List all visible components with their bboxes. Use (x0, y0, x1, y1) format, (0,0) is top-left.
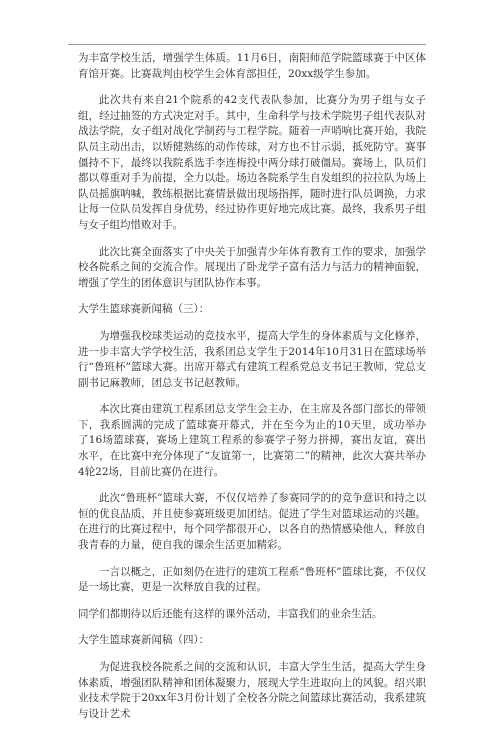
body-paragraph: 此次“鲁班杯”篮球大赛，不仅仅培养了参赛同学的的竞争意识和持之以恒的优良品质，并且使参赛班级更加团结。促进了学生对篮球运动的兴趣。在进行的比赛过程中，每个同学都很开心，以各自的热情感染他人，释放自我青春的力量，使自我的课余生活更加精彩。 (78, 492, 426, 552)
section-heading: 大学生篮球赛新闻稿（四）： (78, 634, 210, 647)
section-heading: 大学生篮球赛新闻稿（三）： (78, 303, 210, 316)
body-paragraph: 此次共有来自21个院系的42支代表队参加，比赛分为男子组与女子组，经过抽签的方式决定对手。其中，生命科学与技术学院男子组代表队对战法学院，女子组对战化学制药与工程学院。随着一声哨响比赛开始，我院队员主动出击，以矫健熟练的动作传球，对方也不甘示弱，抵死防守。赛事僵持不下，最终以我院系选手李连梅投中两分球打破僵局。赛场上，队员们都以尊重对手为前提，全力以赴。场边各院系学生自发组织的拉拉队为场上队员摇旗呐喊，教练根据比赛情景做出现场指挥，随时进行队员调换，力求让每一位队员发挥自身优势，经过协作更好地完成比赛。最终，我系男子组与女子组均惜败对手。 (78, 94, 426, 231)
body-paragraph: 为增强我校球类运动的竞技水平，提高大学生的身体素质与文化修养，进一步丰富大学学校生活，我系团总支学生于2014年10月31日在篮球场举行“鲁班杯”篮球大赛。出席开幕式有建筑工程系党总支书记王教师，党总支副书记麻教师，团总支书记赵教师。 (78, 329, 426, 389)
document-body (78, 51, 426, 733)
body-paragraph: 此次比赛全面落实了中央关于加强青少年体育教育工作的要求，加强学校各院系之间的交流合作。展现出了卧龙学子富有活力与活力的精神面貌，增强了学生的团体意识与团队协作本事。 (78, 245, 426, 289)
body-paragraph: 一言以概之，正如刻仍在进行的建筑工程系“鲁班杯”篮球比赛，不仅仅是一场比赛，更是一次释放自我的过程。 (78, 565, 426, 594)
body-paragraph: 为促进我校各院系之间的交流和认识，丰富大学生生活，提高大学生身体素质，增强团队精神和团体凝聚力，展现大学生进取向上的风貌。绍兴职业技术学院于20xx年3月份计划了全校各分院之间篮球比赛活动，我系建筑与设计艺术 (78, 661, 426, 720)
body-paragraph: 为丰富学校生活，增强学生体质。11月6日，南阳师范学院篮球赛于中区体育馆开赛。比赛裁判由校学生会体育部担任，20xx级学生参加。 (78, 52, 426, 80)
header-rule (68, 44, 426, 45)
body-paragraph: 同学们都期待以后还能有这样的课外活动，丰富我们的业余生活。 (78, 607, 383, 620)
body-paragraph: 本次比赛由建筑工程系团总支学生会主办，在主席及各部门部长的带领下，我系圆满的完成了篮球赛开幕式，并在至今为止的10天里，成功举办了16场篮球赛，赛场上建筑工程系的参赛学子努力拼搏，赛出友谊，赛出水平，在比赛中充分体现了“友谊第一，比赛第二”的精神，此次大赛共举办4轮22场，目前比赛仍在进行。 (78, 403, 426, 478)
